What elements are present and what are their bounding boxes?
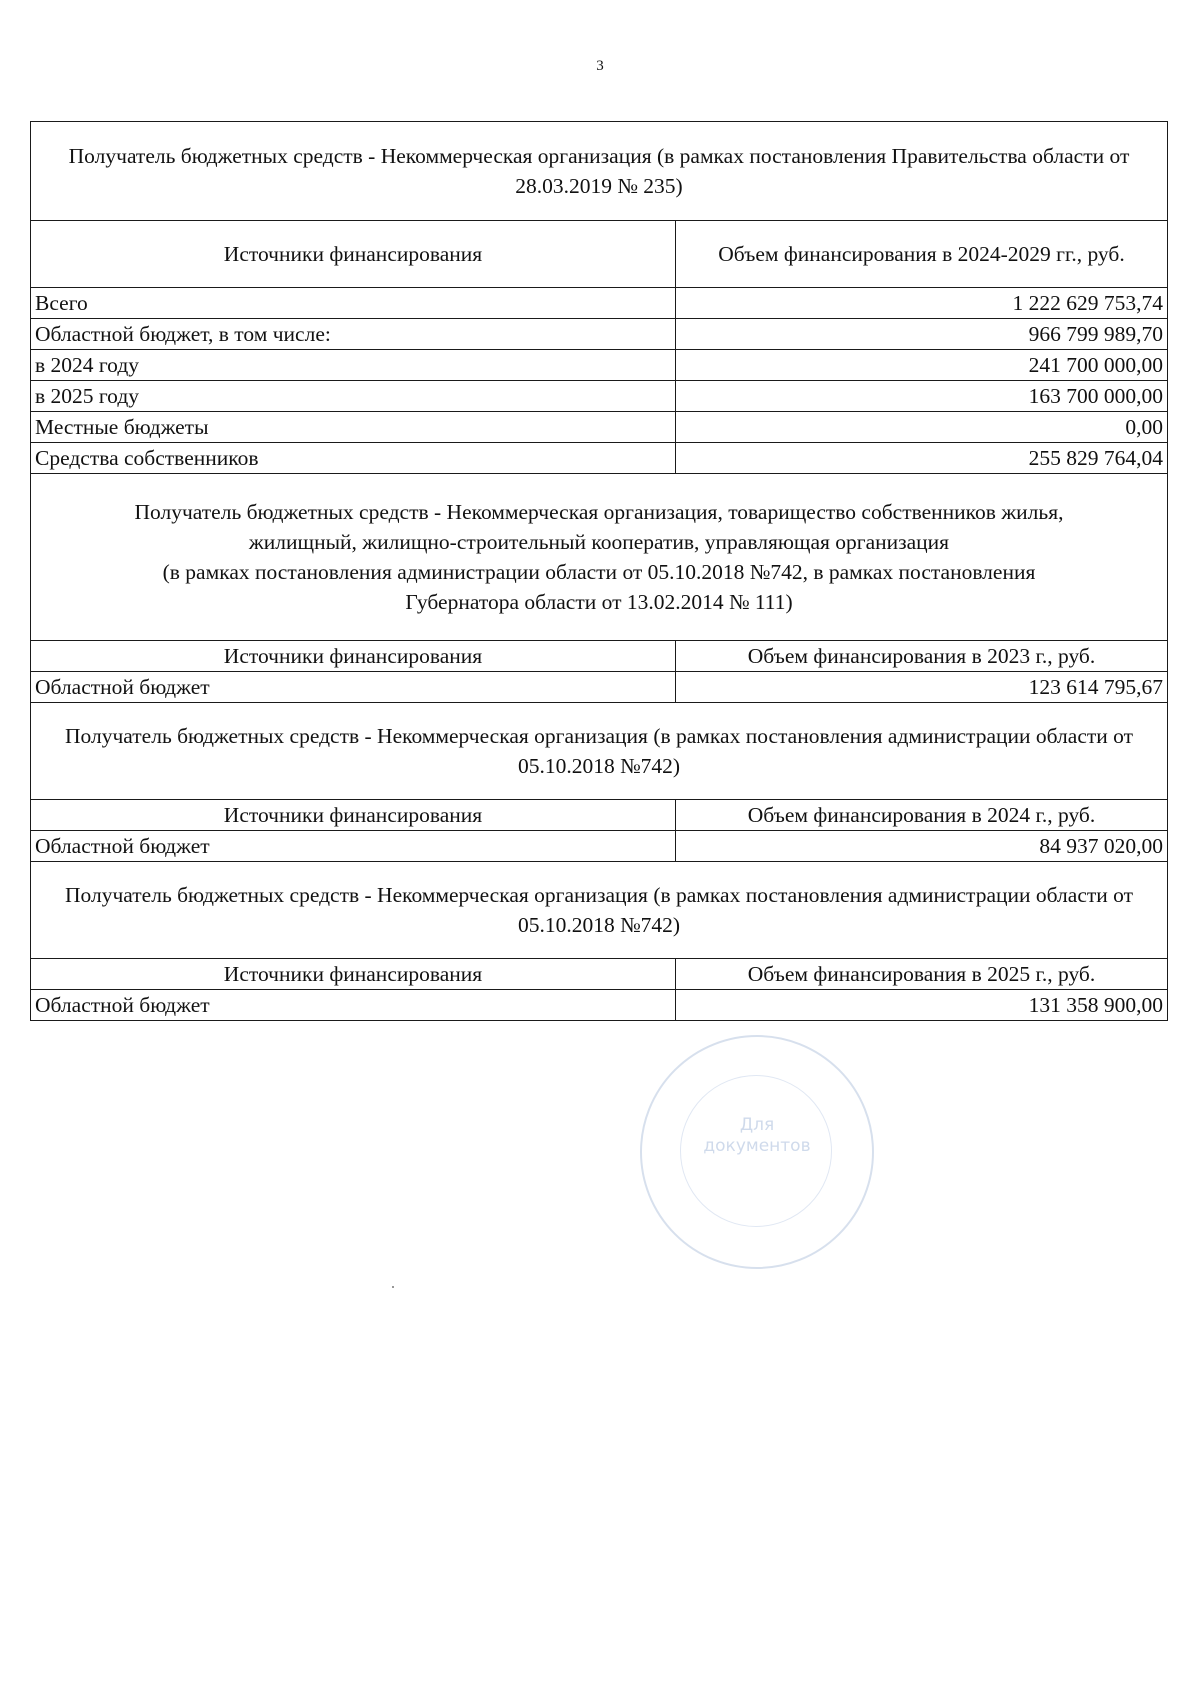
section3-header-row [31,800,1168,831]
section3-header-left: Источники финансирования [31,800,676,831]
section1-header-left: Источники финансирования [31,221,676,288]
section4-header-right: Объем финансирования в 2025 г., руб. [676,959,1168,990]
section3-title: Получатель бюджетных средств - Некоммерческая организация (в рамках постановления администрации области от 05.10.2018 №742) [31,703,1168,800]
scan-speck [392,1286,394,1288]
table-row [31,412,1168,443]
table-row [31,443,1168,474]
row-value: 1 222 629 753,74 [676,288,1168,319]
section3-title-row [31,703,1168,800]
row-value: 163 700 000,00 [676,381,1168,412]
section2-title-line: жилищный, жилищно-строительный кооператив, управляющая организация [248,530,950,554]
stamp-text [642,1115,872,1157]
stamp-text-line: Для [739,1115,775,1135]
stamp-text-line: документов [703,1136,811,1156]
row-value: 0,00 [676,412,1168,443]
section1-header-right: Объем финансирования в 2024-2029 гг., руб. [676,221,1168,288]
table-row [31,319,1168,350]
section1-title: Получатель бюджетных средств - Некоммерческая организация (в рамках постановления Правительства области от 28.03.2019 № 235) [31,122,1168,221]
section2-title-line: Получатель бюджетных средств - Некоммерческая организация, товарищество собственников жилья, [134,500,1064,524]
page-number: 3 [596,58,604,74]
section2-title-row [31,474,1168,641]
section4-header-row [31,959,1168,990]
row-label: Областной бюджет, в том числе: [31,319,676,350]
table-row [31,288,1168,319]
section3-header-right: Объем финансирования в 2024 г., руб. [676,800,1168,831]
section4-header-left: Источники финансирования [31,959,676,990]
row-value: 966 799 989,70 [676,319,1168,350]
row-value: 84 937 020,00 [676,831,1168,862]
table-row [31,350,1168,381]
document-stamp [640,1035,874,1269]
financing-table [30,121,1168,1021]
row-label: Всего [31,288,676,319]
row-label: в 2024 году [31,350,676,381]
row-label: Областной бюджет [31,831,676,862]
section2-header-right: Объем финансирования в 2023 г., руб. [676,641,1168,672]
table-row [31,672,1168,703]
section2-title-line: Губернатора области от 13.02.2014 № 111) [405,590,793,614]
row-value: 241 700 000,00 [676,350,1168,381]
table-row [31,990,1168,1021]
row-value: 131 358 900,00 [676,990,1168,1021]
section4-title-row [31,862,1168,959]
row-label: в 2025 году [31,381,676,412]
section2-title-line: (в рамках постановления администрации области от 05.10.2018 №742, в рамках постановления [162,560,1036,584]
table-row [31,831,1168,862]
section1-header-row [31,221,1168,288]
row-label: Областной бюджет [31,990,676,1021]
row-value: 123 614 795,67 [676,672,1168,703]
section2-header-left: Источники финансирования [31,641,676,672]
table-row [31,381,1168,412]
section4-title: Получатель бюджетных средств - Некоммерческая организация (в рамках постановления администрации области от 05.10.2018 №742) [31,862,1168,959]
row-value: 255 829 764,04 [676,443,1168,474]
row-label: Средства собственников [31,443,676,474]
section2-title [31,474,1168,641]
row-label: Местные бюджеты [31,412,676,443]
section1-title-row [31,122,1168,221]
section2-header-row [31,641,1168,672]
row-label: Областной бюджет [31,672,676,703]
